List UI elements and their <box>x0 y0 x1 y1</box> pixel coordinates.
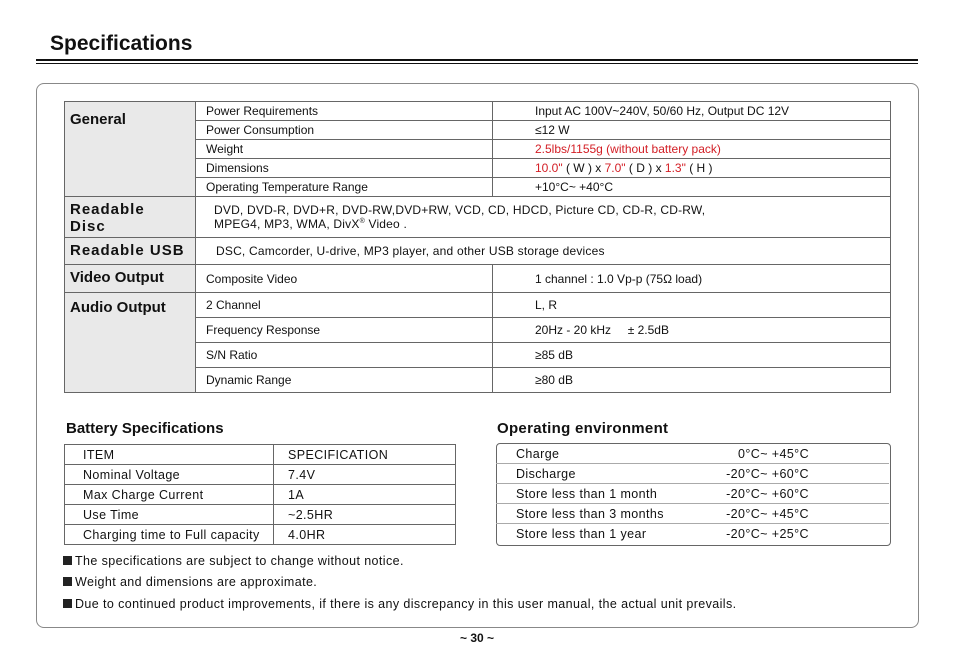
note-item <box>63 575 317 589</box>
registered-mark: ® <box>359 218 365 225</box>
spec-value: 20Hz - 20 kHz ± 2.5dB <box>493 318 891 343</box>
note-text: Weight and dimensions are approximate. <box>75 575 318 589</box>
spec-value: ≥80 dB <box>493 368 891 393</box>
table-row <box>65 525 456 545</box>
readable-disc-line1: DVD, DVD-R, DVD+R, DVD-RW,DVD+RW, VCD, CD, HDCD, Picture CD, CD-R, CD-RW, <box>214 203 706 217</box>
page-number: ~ 30 ~ <box>459 631 495 645</box>
spec-value-weight: 2.5lbs/1155g (without battery pack) <box>493 140 891 159</box>
spec-value-dimensions <box>493 159 891 178</box>
dim-height-unit: ( H ) <box>685 161 713 175</box>
env-range: 0°C~ +45°C <box>738 446 809 461</box>
env-condition: Discharge <box>496 464 695 484</box>
spec-label: Operating Temperature Range <box>196 178 493 197</box>
spec-value: 1 channel : 1.0 Vp-p (75Ω load) <box>493 265 891 293</box>
spec-label: Weight <box>196 140 493 159</box>
page-title: Specifications <box>50 32 193 55</box>
table-row <box>65 102 891 121</box>
audio-output-heading: Audio Output <box>65 293 196 393</box>
battery-header-spec: SPECIFICATION <box>274 445 456 465</box>
env-condition: Store less than 1 year <box>496 524 695 544</box>
dim-width-unit: ( W ) x <box>562 161 605 175</box>
env-range: -20°C~ +60°C <box>695 484 889 504</box>
note-item <box>63 597 737 611</box>
env-range: -20°C~ +45°C <box>695 504 889 524</box>
readable-disc-text <box>196 197 891 238</box>
spec-label: Frequency Response <box>196 318 493 343</box>
battery-spec: ~2.5HR <box>274 505 456 525</box>
video-output-heading: Video Output <box>65 265 196 293</box>
spec-value: Input AC 100V~240V, 50/60 Hz, Output DC 12V <box>493 102 891 121</box>
table-row <box>496 524 889 544</box>
environment-table <box>496 444 889 543</box>
spec-label: S/N Ratio <box>196 343 493 368</box>
table-row <box>496 444 889 464</box>
note-text: The specifications are subject to change without notice. <box>75 554 404 568</box>
bullet-square-icon <box>63 577 72 586</box>
table-row <box>65 197 891 238</box>
spec-value: ≥85 dB <box>493 343 891 368</box>
title-rule-thick <box>36 59 918 61</box>
env-range: -20°C~ +25°C <box>695 524 889 544</box>
spec-table <box>64 101 891 393</box>
env-range: -20°C~ +60°C <box>695 464 889 484</box>
readable-disc-heading <box>65 197 196 238</box>
dim-width: 10.0" <box>535 161 563 175</box>
readable-usb-text: DSC, Camcorder, U-drive, MP3 player, and other USB storage devices <box>196 238 891 265</box>
bullet-square-icon <box>63 599 72 608</box>
battery-title: Battery Specifications <box>66 420 224 437</box>
battery-spec: 7.4V <box>274 465 456 485</box>
dim-depth-unit: ( D ) x <box>625 161 665 175</box>
battery-item: Nominal Voltage <box>65 465 274 485</box>
table-row <box>496 464 889 484</box>
bullet-square-icon <box>63 556 72 565</box>
note-item <box>63 554 404 568</box>
readable-disc-heading-line2: Disc <box>70 218 106 235</box>
battery-item: Charging time to Full capacity <box>65 525 274 545</box>
env-condition: Charge <box>516 446 560 461</box>
readable-disc-heading-line1: Readable <box>70 201 145 218</box>
general-heading: General <box>65 102 196 197</box>
battery-spec: 1A <box>274 485 456 505</box>
table-row <box>65 293 891 318</box>
env-condition: Store less than 1 month <box>496 484 695 504</box>
table-row <box>65 265 891 293</box>
spec-label: Dynamic Range <box>196 368 493 393</box>
spec-label: Power Consumption <box>196 121 493 140</box>
dim-depth: 7.0" <box>604 161 626 175</box>
spec-label: Dimensions <box>196 159 493 178</box>
spec-label: Power Requirements <box>196 102 493 121</box>
battery-item: Max Charge Current <box>65 485 274 505</box>
readable-disc-line2-end: Video . <box>364 217 407 231</box>
spec-label: 2 Channel <box>196 293 493 318</box>
battery-spec: 4.0HR <box>274 525 456 545</box>
table-row <box>65 505 456 525</box>
environment-title: Operating environment <box>497 420 669 437</box>
readable-disc-line2: MPEG4, MP3, WMA, DivX <box>214 217 360 231</box>
battery-header-item: ITEM <box>65 445 274 465</box>
table-row <box>65 238 891 265</box>
note-text: Due to continued product improvements, if there is any discrepancy in this user manual, the actual unit prevails. <box>75 597 737 611</box>
env-condition: Store less than 3 months <box>496 504 695 524</box>
table-row <box>65 445 456 465</box>
table-row <box>65 465 456 485</box>
table-row <box>496 504 889 524</box>
spec-value: ≤12 W <box>493 121 891 140</box>
table-row <box>496 484 889 504</box>
spec-value: L, R <box>493 293 891 318</box>
table-row <box>65 485 456 505</box>
spec-label: Composite Video <box>196 265 493 293</box>
battery-item: Use Time <box>65 505 274 525</box>
battery-table <box>64 444 456 545</box>
spec-value: +10°C~ +40°C <box>493 178 891 197</box>
dim-height: 1.3" <box>664 161 686 175</box>
readable-usb-heading: Readable USB <box>65 238 196 265</box>
title-rule-thin <box>36 63 918 64</box>
